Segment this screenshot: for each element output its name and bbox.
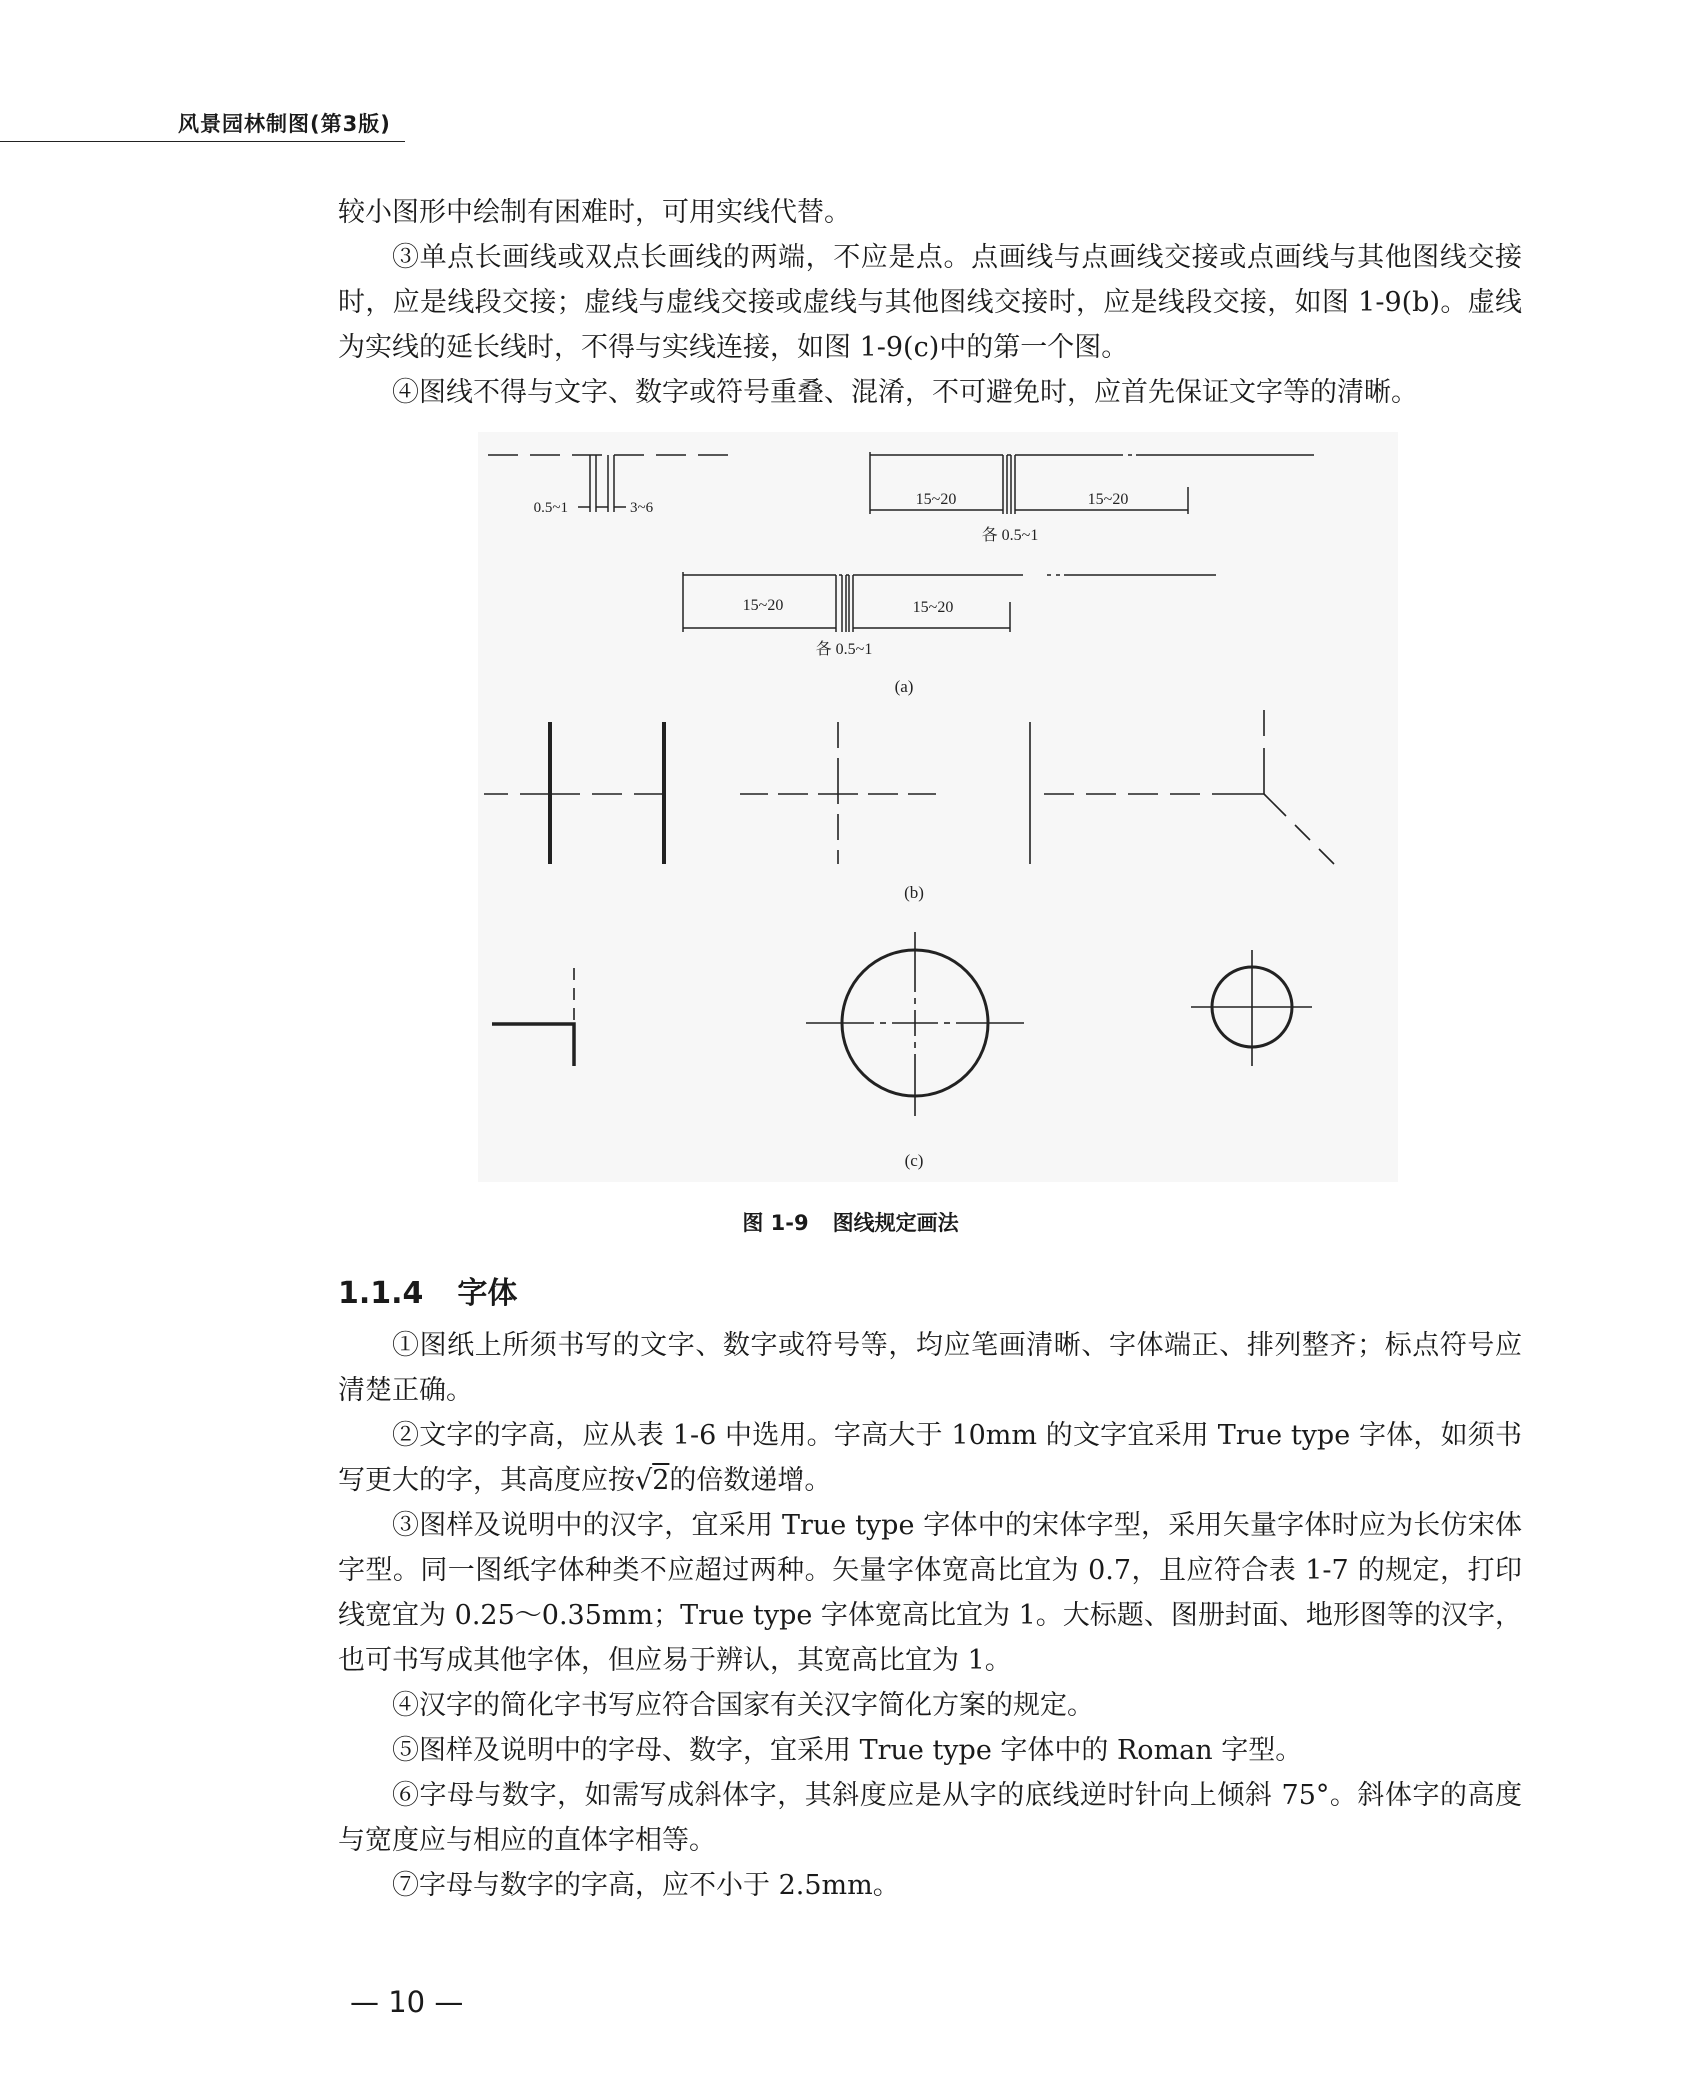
dim-gap-small: 0.5~1 (533, 500, 568, 516)
paragraph: ③单点长画线或双点长画线的两端，不应是点。点画线与点画线交接或点画线与其他图线交接时，应是线段交接；虚线与虚线交接或虚线与其他图线交接时，应是线段交接，如图 1-9(b)。虚线为实线的延长线时，不得与实线连接，如图 1-9(c)中的第一个图。 (338, 242, 1522, 363)
header-rule (0, 141, 405, 142)
figure-caption-number: 图 1-9 (742, 1211, 809, 1235)
dim-long-left-2: 15~20 (742, 597, 784, 614)
paragraph-text: 的倍数递增。 (669, 1465, 832, 1496)
paragraph: ④图线不得与文字、数字或符号重叠、混淆，不可避免时，应首先保证文字等的清晰。 (392, 377, 1418, 408)
subfigure-label-b: (b) (904, 883, 924, 902)
dim-long-right-2: 15~20 (912, 599, 954, 616)
page-number: — 10 — (350, 1985, 464, 2019)
radicand: 2 (652, 1465, 670, 1496)
panel-b-lines (484, 710, 1334, 864)
paragraph (338, 1413, 1522, 1503)
section-title: 字体 (457, 1276, 518, 1311)
paragraph: ⑥字母与数字，如需写成斜体字，其斜度应是从字的底线逆时针向上倾斜 75°。斜体字的高度与宽度应与相应的直体字相等。 (338, 1780, 1522, 1856)
dim-long-left: 15~20 (915, 491, 957, 508)
subfigure-label-c: (c) (904, 1151, 924, 1170)
section-heading (338, 1268, 517, 1312)
subfigure-label-a: (a) (894, 677, 914, 696)
figure-1-9 (478, 432, 1398, 1182)
paragraph: ⑦字母与数字的字高，应不小于 2.5mm。 (392, 1870, 900, 1901)
paragraph: ①图纸上所须书写的文字、数字或符号等，均应笔画清晰、字体端正、排列整齐；标点符号应清楚正确。 (338, 1330, 1522, 1406)
figure-caption-title: 图线规定画法 (832, 1211, 959, 1235)
paragraph: ③图样及说明中的汉字，宜采用 True type 字体中的宋体字型，采用矢量字体时应为长仿宋体字型。同一图纸字体种类不应超过两种。矢量字体宽高比宜为 0.7，且应符合表 1-7 的规定，打印线宽宜为 0.25～0.35mm；True type 字体宽高比宜为 1。大标题、图册封面、地形图等的汉字，也可书写成其他字体，但应易于辨认，其宽高比宜为 1。 (338, 1510, 1522, 1676)
top-text-block (338, 190, 1522, 415)
paragraph: ⑤图样及说明中的字母、数字，宜采用 True type 字体中的 Roman 字型。 (392, 1735, 1303, 1766)
dim-each-gap-bottom: 各 0.5~1 (815, 641, 873, 658)
running-head: 风景园林制图(第3版) (178, 112, 391, 136)
paragraph: 较小图形中绘制有困难时，可用实线代替。 (338, 197, 851, 228)
panel-c-lines (492, 932, 1312, 1116)
dim-long-right: 15~20 (1087, 491, 1129, 508)
dim-each-gap-top: 各 0.5~1 (981, 527, 1039, 544)
section-number: 1.1.4 (338, 1276, 424, 1311)
panel-a-lines (488, 452, 1314, 632)
radical-sign: √ (635, 1465, 653, 1496)
bottom-text-block (338, 1323, 1522, 1908)
paragraph: ④汉字的简化字书写应符合国家有关汉字简化方案的规定。 (392, 1690, 1094, 1721)
figure-caption (0, 1207, 1701, 1237)
line-drawing-diagram (478, 432, 1398, 1182)
paragraph-text: ②文字的字高，应从表 1-6 中选用。字高大于 10mm 的文字宜采用 True type 字体，如须书写更大的字，其高度应按 (338, 1420, 1522, 1496)
dim-dash-length: 3~6 (630, 500, 654, 516)
